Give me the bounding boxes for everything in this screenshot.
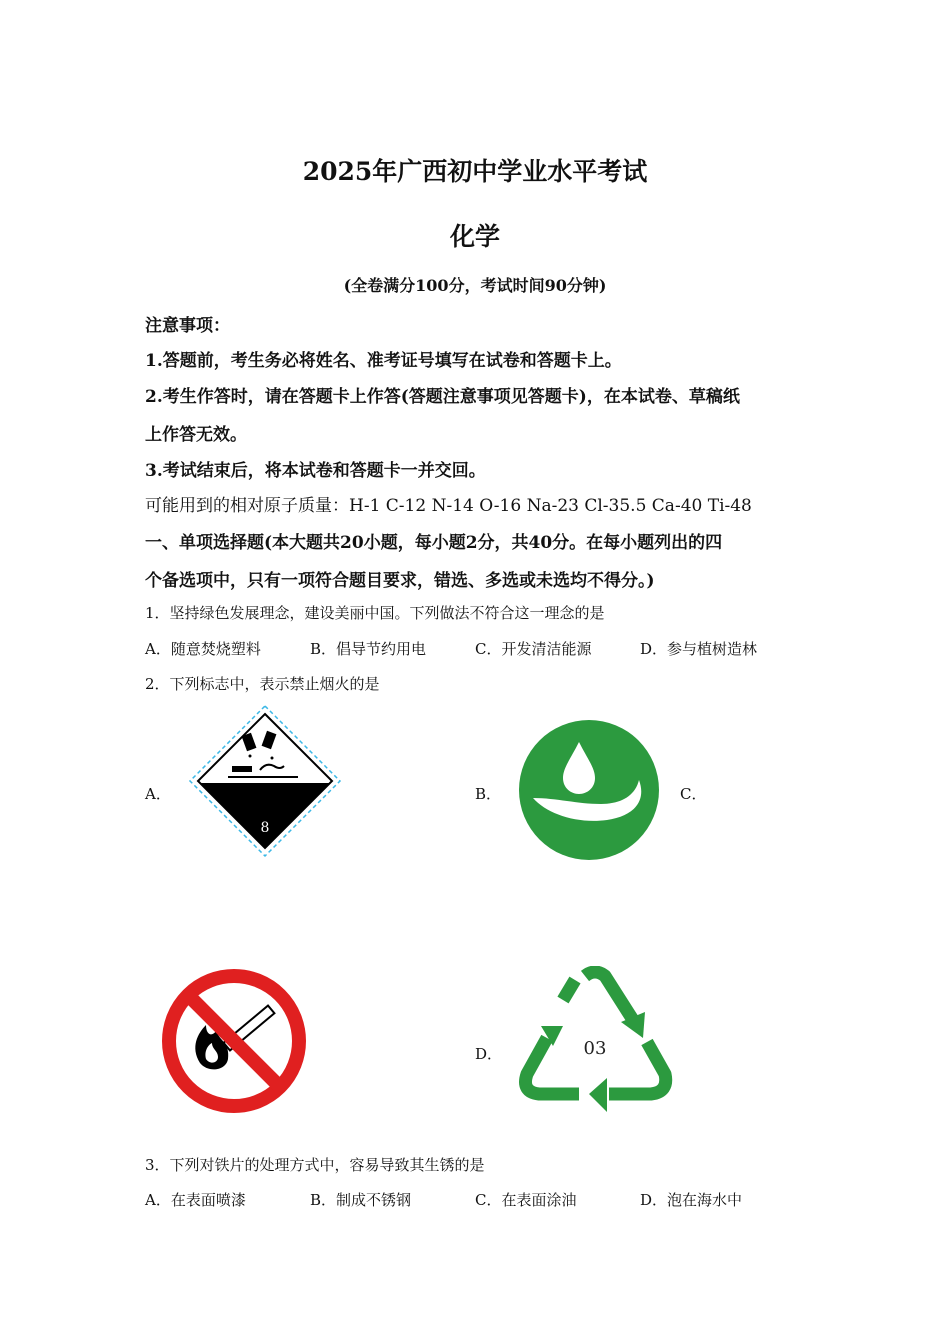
exam-title: 2025年广西初中学业水平考试 <box>302 157 648 186</box>
question-2-option-d: D． <box>475 1045 503 1063</box>
notice-item-3: 3.考试结束后，将本试卷和答题卡一并交回。 <box>145 461 486 481</box>
question-2-option-a: A． <box>145 785 171 803</box>
question-1-stem: 1．坚持绿色发展理念，建设美丽中国。下列做法不符合这一理念的是 <box>145 604 605 622</box>
question-1-option-a: A．随意焚烧塑料 <box>145 640 261 658</box>
question-3-option-a: A．在表面喷漆 <box>145 1191 246 1209</box>
section-1-line-2: 个备选项中，只有一项符合题目要求，错选、多选或未选均不得分。) <box>145 571 655 591</box>
corrosive-sign-icon <box>188 704 342 858</box>
subject-title: 化学 <box>449 222 500 251</box>
recycle-code: 03 <box>583 1038 607 1059</box>
question-1-option-b: B．倡导节约用电 <box>310 640 427 658</box>
exam-note: (全卷满分100分，考试时间90分钟) <box>343 276 607 295</box>
corrosive-number: 8 <box>260 820 270 836</box>
atomic-mass-line: 可能用到的相对原子质量：H-1 C-12 N-14 O-16 Na-23 Cl-35.5 Ca-40 Ti-48 <box>145 496 752 516</box>
question-1-option-d: D．参与植树造林 <box>640 640 758 658</box>
notice-item-2-line-2: 上作答无效。 <box>145 425 247 445</box>
question-3-option-c: C．在表面涂油 <box>475 1191 577 1209</box>
question-3-option-b: B．制成不锈钢 <box>310 1191 412 1209</box>
question-3-option-d: D．泡在海水中 <box>640 1191 743 1209</box>
water-saving-sign-icon <box>517 718 661 862</box>
recycle-sign-icon <box>517 966 673 1116</box>
notice-item-1: 1.答题前，考生务必将姓名、准考证号填写在试卷和答题卡上。 <box>145 351 622 371</box>
question-1-option-c: C．开发清洁能源 <box>475 640 592 658</box>
section-1-line-1: 一、单项选择题(本大题共20小题，每小题2分，共40分。在每小题列出的四 <box>145 533 723 553</box>
question-2-stem: 2．下列标志中，表示禁止烟火的是 <box>145 675 380 693</box>
no-fire-sign-icon <box>160 967 308 1115</box>
notice-heading: 注意事项： <box>145 316 230 336</box>
notice-item-2-line-1: 2.考生作答时，请在答题卡上作答(答题注意事项见答题卡)，在本试卷、草稿纸 <box>145 387 740 407</box>
question-2-option-b: B． <box>475 785 502 803</box>
question-2-option-c: C． <box>680 785 707 803</box>
question-3-stem: 3．下列对铁片的处理方式中，容易导致其生锈的是 <box>145 1156 485 1174</box>
